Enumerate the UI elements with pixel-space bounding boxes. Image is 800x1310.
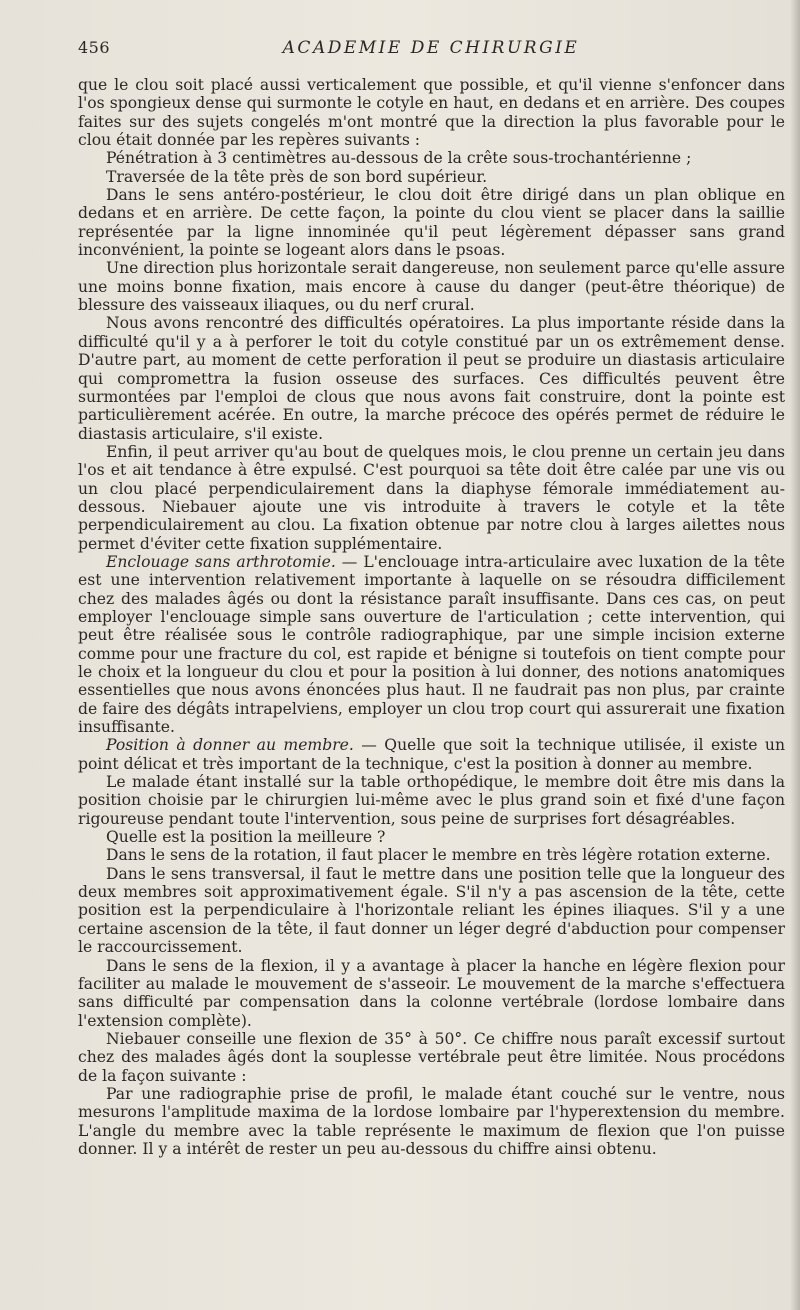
paragraph-text: — Quelle que soit la technique utilisée, il existe un point délicat et très important de la technique, c'est la position à donner au membre. [78, 736, 785, 773]
paragraph: Le malade étant installé sur la table orthopédique, le membre doit être mis dans la position choisie par le chirurgien lui-même avec le plus grand soin et fixé d'une façon rigoureuse pendant toute l'intervention, sous peine de surprises fort désagréables. [78, 773, 785, 828]
section-heading: Position à donner au membre. [106, 736, 354, 755]
paragraph: Par une radiographie prise de profil, le malade étant couché sur le ventre, nous mesurons l'amplitude maxima de la lordose lombaire par l'hyperextension du membre. L'angle du membre avec la table représente le maximum de flexion que l'on puisse donner. Il y a intérêt de rester un peu au-dessous du chiffre ainsi obtenu. [78, 1084, 785, 1158]
paragraph: Nous avons rencontré des difficultés opératoires. La plus importante réside dans la difficulté qu'il y a à perforer le toit du cotyle constitué par un os extrêmement dense. D'autre part, au moment de cette perforation il peut se produire un diastasis articulaire qui compromettra la fusion osseuse des surfaces. Ces difficultés peuvent être surmontées par l'emploi de clous que nous avons fait construire, dont la pointe est particulièrement acérée. En outre, la marche précoce des opérés permet de réduire le diastasis articulaire, s'il existe. [78, 314, 785, 443]
paragraph: Traversée de la tête près de son bord supérieur. [106, 167, 488, 186]
paragraph: Dans le sens de la flexion, il y a avantage à placer la hanche en légère flexion pour faciliter au malade le mouvement de s'asseoir. Le mouvement de la marche s'effectuera sans difficulté par compensation dans la colonne vertébrale (lordose lombaire dans l'extension complète). [78, 956, 785, 1030]
paragraph: Dans le sens antéro-postérieur, le clou doit être dirigé dans un plan oblique en dedans et en arrière. De cette façon, la pointe du clou vient se placer dans la saillie représentée par la ligne innominée qu'il peut légèrement dépasser sans grand inconvénient, la pointe se logeant alors dans le psoas. [78, 186, 785, 260]
page-number: 456 [78, 38, 111, 57]
page-header [78, 38, 784, 60]
section-heading: Enclouage sans arthrotomie. [106, 552, 336, 571]
paragraph: Dans le sens transversal, il faut le mettre dans une position telle que la longueur des deux membres soit approximativement égale. S'il n'y a pas ascension de la tête, cette position est la perpendiculaire à l'horizontale reliant les épines iliaques. S'il y a une certaine ascension de la tête, il faut donner un léger degré d'abduction pour compenser le raccourcissement. [78, 864, 785, 957]
running-title: ACADEMIE DE CHIRURGIE [282, 38, 580, 58]
paragraph: Quelle est la position la meilleure ? [106, 828, 386, 847]
paragraph: Une direction plus horizontale serait dangereuse, non seulement parce qu'elle assure une moins bonne fixation, mais encore à cause du danger (peut-être théorique) de blessure des vaisseaux iliaques, ou du nerf crural. [78, 259, 785, 315]
paragraph: Pénétration à 3 centimètres au-dessous de la crête sous-trochantérienne ; [106, 149, 692, 168]
paragraph-text: — L'enclouage intra-articulaire avec luxation de la tête est une intervention relativement importante à laquelle on se résoudra difficilement chez des malades âgés ou dont la résistance paraît insuffisante. Dans ces cas, on peut employer l'enclouage simple sans ouverture de l'articulation ; cette intervention, qui peut être réalisée sous le contrôle radiographique, par une simple incision externe comme pour une fracture du col, est rapide et bénigne si toutefois on tient compte pour le choix et la longueur du clou et pour la position à lui donner, des notions anatomiques essentielles que nous avons énoncées plus haut. Il ne faudrait pas non plus, par crainte de faire des dégâts intrapelviens, employer un clou trop court qui assurerait une fixation insuffisante. [78, 552, 785, 737]
paragraph [78, 553, 785, 736]
paragraph: que le clou soit placé aussi verticalement que possible, et qu'il vienne s'enfoncer dans l'os spongieux dense qui surmonte le cotyle en haut, en dedans et en arrière. Des coupes faites sur des sujets congelés m'ont montré que la direction la plus favorable pour le clou était donnée par les repères suivants : [78, 76, 785, 150]
paragraph [78, 736, 785, 773]
paragraph: Enfin, il peut arriver qu'au bout de quelques mois, le clou prenne un certain jeu dans l'os et ait tendance à être expulsé. C'est pourquoi sa tête doit être calée par une vis ou un clou placé perpendiculairement dans la diaphyse fémorale immédiatement au-dessous. Niebauer ajoute une vis introduite à travers le cotyle et la tête perpendiculairement au clou. La fixation obtenue par notre clou à larges ailettes nous permet d'éviter cette fixation supplémentaire. [78, 442, 785, 553]
paragraph: Niebauer conseille une flexion de 35° à 50°. Ce chiffre nous paraît excessif surtout chez des malades âgés dont la souplesse vertébrale peut être limitée. Nous procédons de la façon suivante : [78, 1029, 785, 1085]
page-edge-shadow [790, 0, 800, 1310]
paragraph: Dans le sens de la rotation, il faut placer le membre en très légère rotation externe. [106, 846, 771, 865]
article-body [78, 76, 785, 1158]
